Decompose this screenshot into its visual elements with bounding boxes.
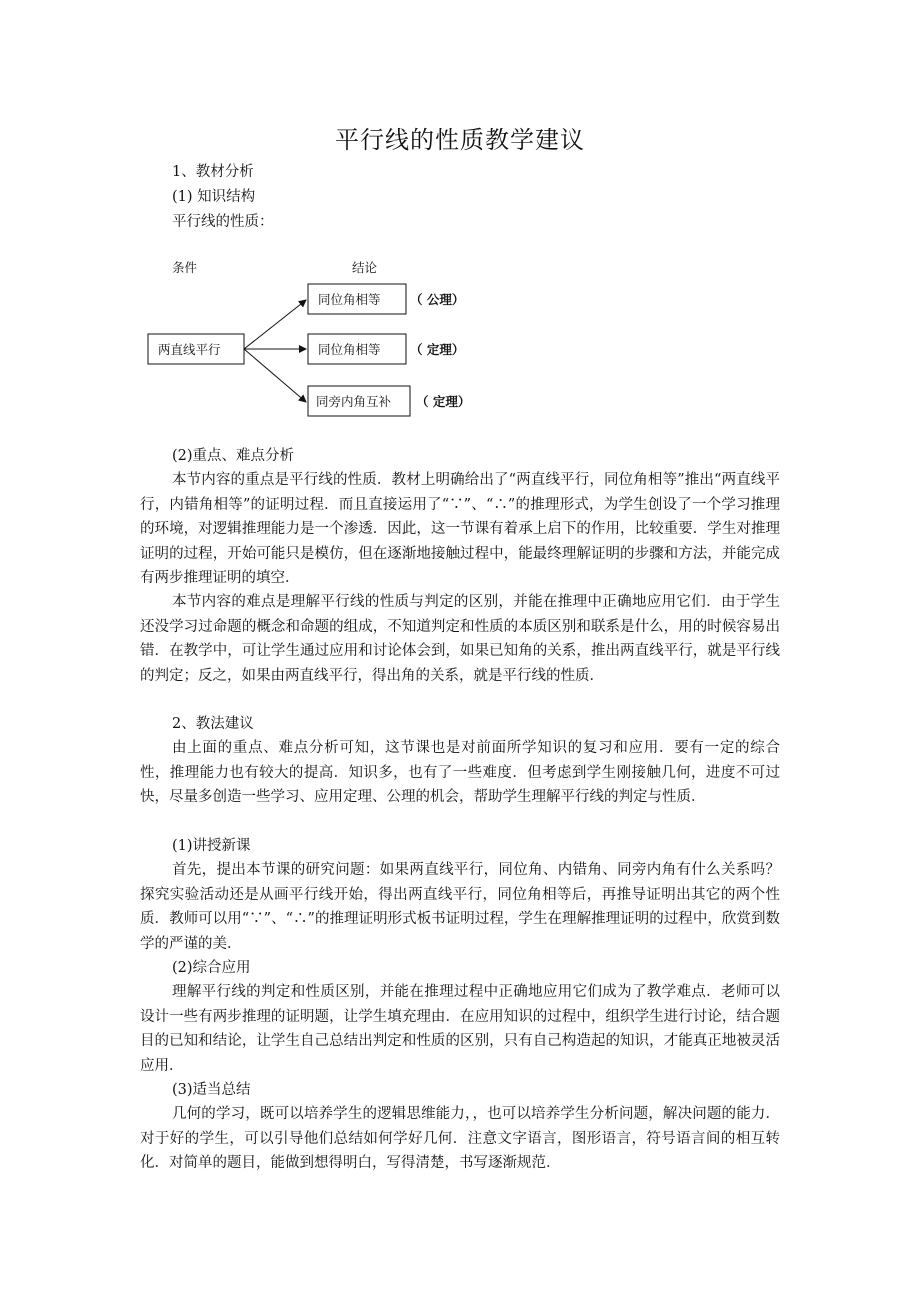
paragraph-summary: 几何的学习，既可以培养学生的逻辑思维能力，，也可以培养学生分析问题，解决问题的能力．对于好的学生，可以引导他们总结如何学好几何．注意文字语言，图形语言，符号语言间的相互转化．对简单的题目，能做到想得明白，写得清楚，书写逐渐规范．	[140, 1106, 780, 1172]
diagram-header-conclusion: 结论	[352, 260, 378, 275]
subheading-knowledge-structure: (1) 知识结构	[172, 189, 256, 205]
result-label-2: 同位角相等	[318, 342, 381, 357]
subheading-application: (2)综合应用	[172, 960, 251, 976]
arrow-to-result-3	[244, 349, 306, 402]
paragraph-teaching-advice: 由上面的重点、难点分析可知，这节课也是对前面所学知识的复习和应用．要有一定的综合性，推理能力也有较大的提高．知识多，也有了一些难度．但考虑到学生刚接触几何，进度不可过快，尽量多创造一些学习、应用定理、公理的机会，帮助学生理解平行线的判定与性质．	[140, 740, 780, 806]
result-label-3: 同旁内角互补	[316, 394, 392, 409]
paragraph-difficulty: 本节内容的难点是理解平行线的性质与判定的区别，并能在推理中正确地应用它们．由于学生还没学习过命题的概念和命题的组成，不知道判定和性质的本质区别和联系是什么，用的时候容易出错．在教学中，可让学生通过应用和讨论体会到，如果已知角的关系，推出两直线平行，就是平行线的判定；反之，如果由两直线平行，得出角的关系，就是平行线的性质．	[140, 594, 780, 684]
result-label-1: 同位角相等	[318, 292, 381, 307]
arrow-to-result-1	[244, 300, 306, 349]
section-heading-2: 2、教法建议	[172, 716, 254, 732]
diagram-header-condition: 条件	[172, 260, 198, 275]
paragraph-application: 理解平行线的判定和性质区别，并能在推理过程中正确地应用它们成为了教学难点．老师可以设计一些有两步推理的证明题，让学生填充理由．在应用知识的过程中，组织学生进行讨论，结合题目的已知和结论，让学生自己总结出判定和性质的区别，只有自己构造起的知识，才能真正地被灵活应用．	[140, 984, 780, 1074]
paragraph-new-lesson: 首先，提出本节课的研究问题：如果两直线平行，同位角、内错角、同旁内角有什么关系吗？探究实验活动还是从画平行线开始，得出两直线平行，同位角相等后，再推导证明出其它的两个性质．教师可以用“∵”、“∴”的推理证明形式板书证明过程，学生在理解推理证明的过程中，欣赏到数学的严谨的美．	[140, 862, 780, 952]
paragraph-key-points: 本节内容的重点是平行线的性质．教材上明确给出了“两直线平行，同位角相等”推出“两直线平行，内错角相等”的证明过程．而且直接运用了“∵”、“∴”的推理形式，为学生创设了一个学习推理的环境，对逻辑推理能力是一个渗透．因此，这一节课有着承上启下的作用，比较重要．学生对推理证明的过程，开始可能只是模仿，但在逐渐地接触过程中，能最终理解证明的步骤和方法，并能完成有两步推理证明的填空．	[140, 472, 780, 587]
knowledge-structure-diagram	[140, 250, 480, 420]
intro-text: 平行线的性质：	[172, 214, 274, 230]
subheading-key-points: (2)重点、难点分析	[172, 448, 295, 464]
subheading-new-lesson: (1)讲授新课	[172, 838, 251, 854]
source-label: 两直线平行	[158, 342, 221, 357]
subheading-summary: (3)适当总结	[172, 1082, 251, 1098]
section-heading-1: 1、教材分析	[172, 164, 254, 180]
result-note-2: （ 定理）	[410, 342, 465, 357]
result-note-1: （ 公理）	[410, 292, 465, 307]
result-note-3: （ 定理）	[416, 394, 471, 409]
page-title: 平行线的性质教学建议	[335, 126, 585, 154]
